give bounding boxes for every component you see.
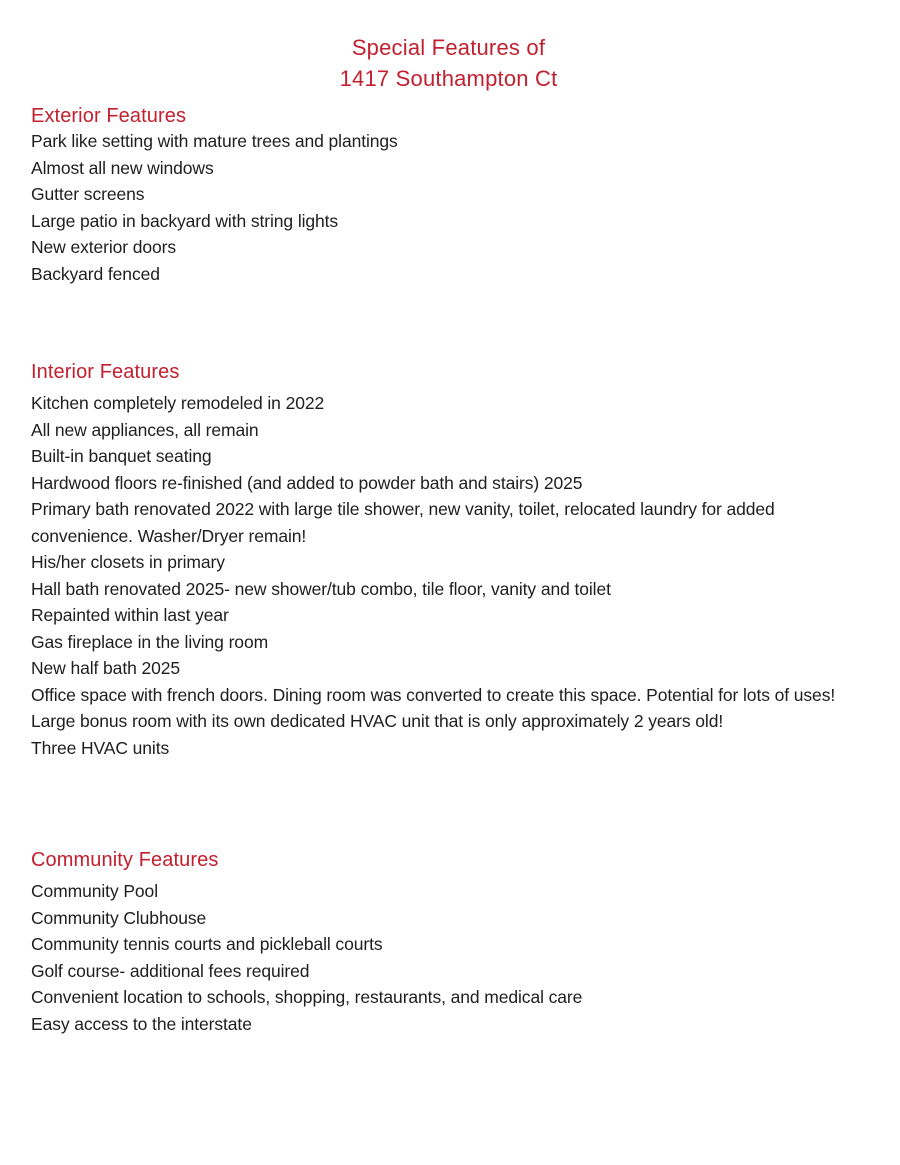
document-title-line2: 1417 Southampton Ct (339, 66, 558, 91)
interior-feature-list (31, 390, 866, 761)
list-item: Community tennis courts and pickleball courts (31, 934, 383, 954)
list-item: Gas fireplace in the living room (31, 631, 269, 652)
list-item: Large bonus room with its own dedicated HVAC unit that is only approximately 2 years old! (31, 711, 724, 731)
list-item: Office space with french doors. Dining room was converted to create this space. Potential for lots of uses! (31, 684, 836, 705)
list-item: Built-in banquet seating (31, 446, 212, 466)
list-item: His/her closets in primary (31, 552, 225, 572)
list-item: Hall bath renovated 2025- new shower/tub combo, tile floor, vanity and toilet (31, 578, 611, 599)
list-item: Golf course- additional fees required (31, 960, 310, 981)
exterior-feature-list (31, 128, 866, 287)
list-item: Community Clubhouse (31, 907, 207, 928)
list-item: Convenient location to schools, shopping, restaurants, and medical care (31, 987, 583, 1007)
list-item: Large patio in backyard with string lights (31, 210, 339, 231)
list-item: Repainted within last year (31, 605, 229, 625)
list-item: Park like setting with mature trees and plantings (31, 131, 398, 151)
section-exterior-features (31, 104, 866, 287)
list-item: Backyard fenced (31, 263, 160, 284)
section-heading-interior: Interior Features (31, 361, 180, 383)
list-item: Almost all new windows (31, 157, 214, 178)
list-item: Three HVAC units (31, 737, 170, 758)
list-item: Kitchen completely remodeled in 2022 (31, 393, 325, 413)
list-item: Community Pool (31, 881, 158, 901)
list-item: New half bath 2025 (31, 658, 181, 678)
list-item: All new appliances, all remain (31, 419, 259, 440)
list-item: Primary bath renovated 2022 with large tile shower, new vanity, toilet, relocated laundry for added convenience. Washer/Dryer remain! (31, 499, 775, 546)
community-feature-list (31, 878, 866, 1037)
section-interior-features (31, 360, 866, 761)
list-item: Gutter screens (31, 184, 145, 204)
list-item: Easy access to the interstate (31, 1013, 252, 1034)
list-item: New exterior doors (31, 237, 177, 257)
list-item: Hardwood floors re-finished (and added to powder bath and stairs) 2025 (31, 472, 583, 493)
section-heading-community: Community Features (31, 849, 219, 871)
section-community-features (31, 848, 866, 1037)
document-title (31, 32, 866, 94)
document-title-line1: Special Features of (351, 35, 546, 60)
section-heading-exterior: Exterior Features (31, 105, 187, 127)
